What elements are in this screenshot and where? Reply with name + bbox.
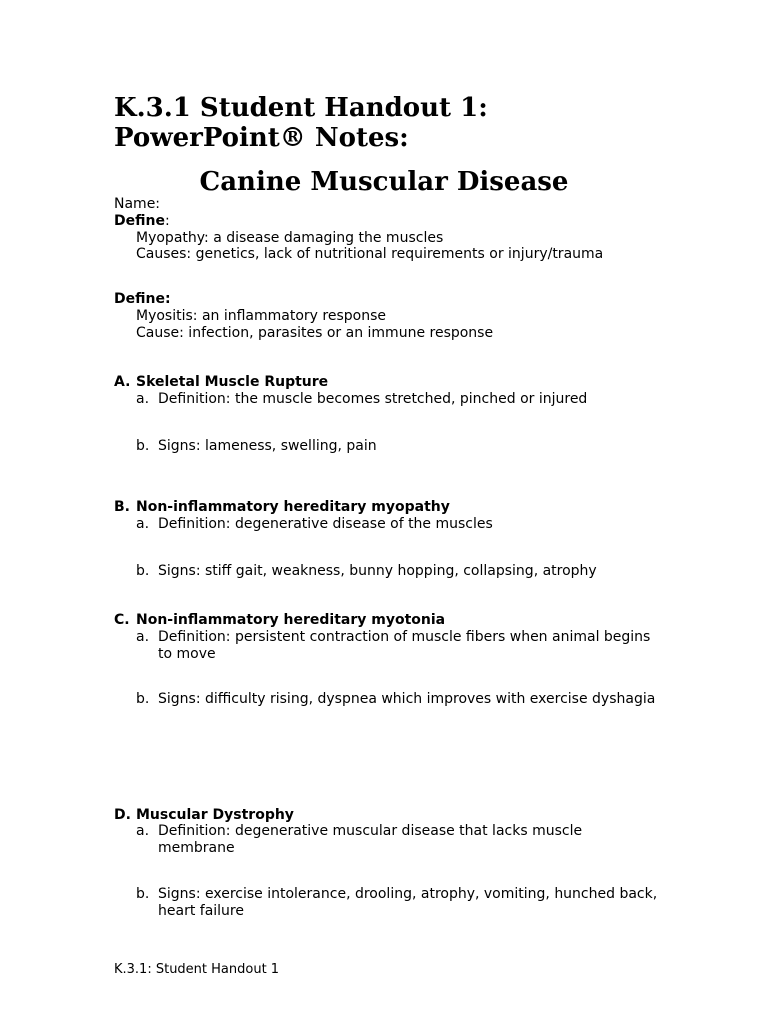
section-a-heading: Skeletal Muscle Rupture	[136, 374, 329, 390]
define-label-text: Define	[114, 213, 165, 229]
section-b-definition: Definition: degenerative disease of the muscles	[158, 516, 493, 532]
name-label: Name:	[114, 196, 161, 212]
define-term-myositis: Myositis: an inflammatory response	[136, 308, 387, 324]
section-d-heading: Muscular Dystrophy	[136, 807, 294, 823]
section-c-signs-marker: b.	[136, 691, 150, 707]
section-a-letter: A.	[114, 374, 131, 390]
define-label-1	[114, 213, 170, 230]
section-d-letter: D.	[114, 807, 131, 823]
section-d-signs: Signs: exercise intolerance, drooling, atrophy, vomiting, hunched back,	[158, 886, 658, 902]
section-d-definition: Definition: degenerative muscular disease that lacks muscle	[158, 823, 583, 839]
section-a-signs: Signs: lameness, swelling, pain	[158, 438, 377, 454]
page-subtitle: Canine Muscular Disease	[199, 167, 569, 197]
define-causes-myopathy: Causes: genetics, lack of nutritional requirements or injury/trauma	[136, 246, 604, 262]
section-b-signs: Signs: stiff gait, weakness, bunny hopping, collapsing, atrophy	[158, 563, 597, 579]
define-label-2: Define:	[114, 291, 171, 307]
section-b-definition-marker: a.	[136, 516, 150, 532]
page-title-line-2: PowerPoint® Notes:	[114, 123, 409, 153]
section-d-signs-cont: heart failure	[158, 903, 244, 919]
section-a-definition-marker: a.	[136, 391, 150, 407]
section-a-signs-marker: b.	[136, 438, 150, 454]
define-cause-myositis: Cause: infection, parasites or an immune response	[136, 325, 494, 341]
section-c-definition-cont: to move	[158, 646, 216, 662]
section-c-letter: C.	[114, 612, 130, 628]
section-d-definition-cont: membrane	[158, 840, 235, 856]
define-term-myopathy: Myopathy: a disease damaging the muscles	[136, 230, 444, 246]
page-footer: K.3.1: Student Handout 1	[114, 962, 280, 977]
section-d-definition-marker: a.	[136, 823, 150, 839]
section-d-signs-marker: b.	[136, 886, 150, 902]
section-c-definition-marker: a.	[136, 629, 150, 645]
define-label-colon: :	[164, 213, 170, 229]
page-title-line-1: K.3.1 Student Handout 1:	[114, 93, 488, 123]
section-c-definition: Definition: persistent contraction of muscle fibers when animal begins	[158, 629, 651, 645]
section-b-letter: B.	[114, 499, 130, 515]
section-c-signs: Signs: difficulty rising, dyspnea which improves with exercise dyshagia	[158, 691, 656, 707]
section-a-definition: Definition: the muscle becomes stretched, pinched or injured	[158, 391, 588, 407]
section-b-heading: Non-inflammatory hereditary myopathy	[136, 499, 450, 515]
section-c-heading: Non-inflammatory hereditary myotonia	[136, 612, 446, 628]
section-b-signs-marker: b.	[136, 563, 150, 579]
